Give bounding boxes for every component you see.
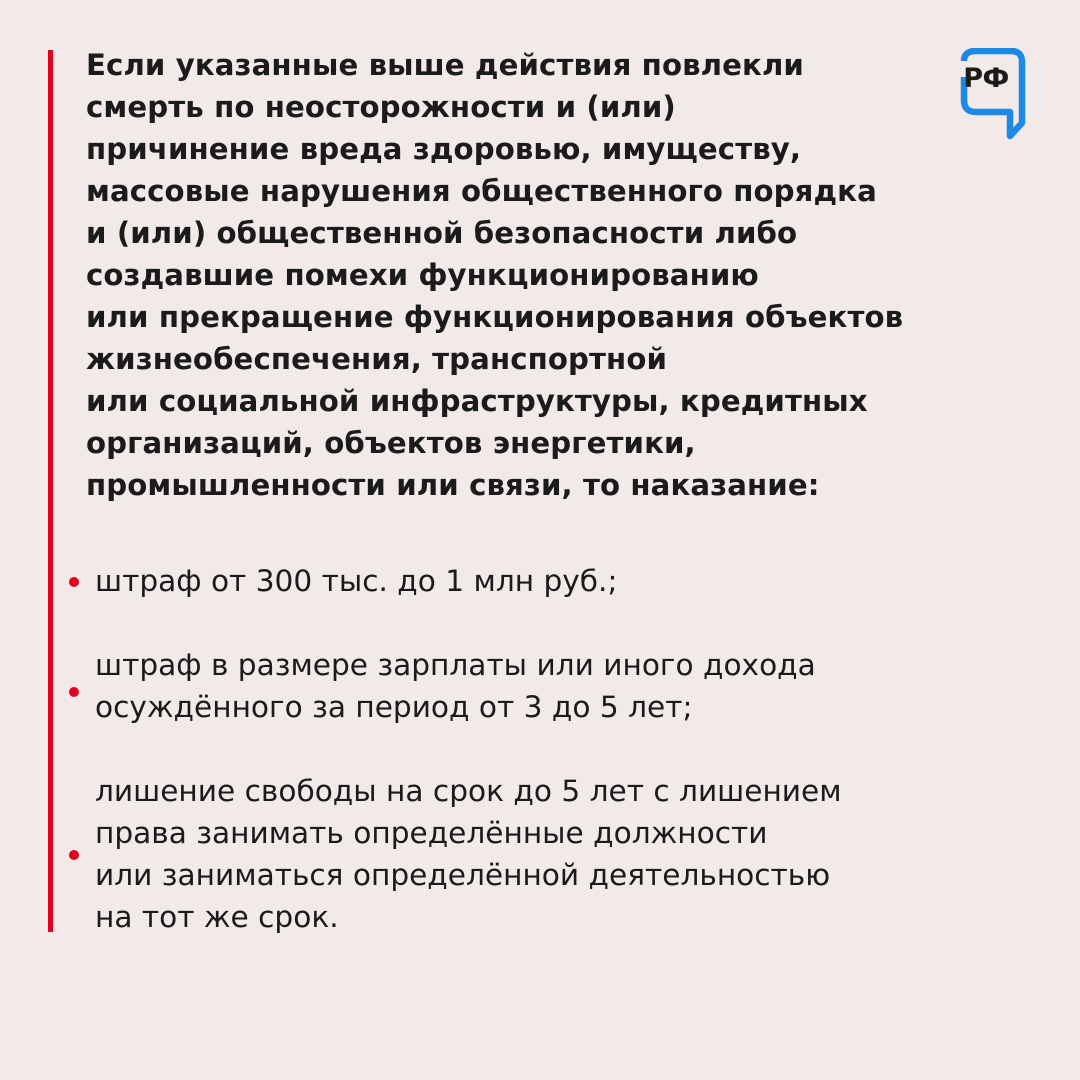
- heading-line: Если указанные выше действия повлекли: [86, 48, 804, 82]
- list-item-text: [95, 560, 975, 602]
- list-item-text: [95, 644, 975, 728]
- heading-line: смерть по неосторожности и (или): [86, 90, 676, 124]
- list-item-line: штраф в размере зарплаты или иного дохода: [95, 648, 816, 682]
- heading: [86, 44, 986, 506]
- list-item-line: или заниматься определённой деятельностью: [95, 858, 831, 892]
- list-item-line: штраф от 300 тыс. до 1 млн руб.;: [95, 564, 618, 598]
- heading-line: или социальной инфраструктуры, кредитных: [86, 384, 868, 418]
- logo-text: РФ: [963, 63, 1009, 94]
- accent-bar: [48, 50, 53, 932]
- list-item-text: [95, 770, 975, 938]
- heading-line: и (или) общественной безопасности либо: [86, 216, 798, 250]
- heading-line: создавшие помехи функционированию: [86, 258, 759, 292]
- heading-line: причинение вреда здоровью, имуществу,: [86, 132, 802, 166]
- heading-line: организаций, объектов энергетики,: [86, 426, 696, 460]
- list-item-line: лишение свободы на срок до 5 лет с лишением: [95, 774, 842, 808]
- bullet-dot: [69, 577, 79, 587]
- list-item-line: права занимать определённые должности: [95, 816, 768, 850]
- list-item-line: осуждённого за период от 3 до 5 лет;: [95, 690, 693, 724]
- heading-line: или прекращение функционирования объектов: [86, 300, 904, 334]
- bullet-dot: [69, 850, 79, 860]
- bullet-dot: [69, 687, 79, 697]
- heading-line: жизнеобеспечения, транспортной: [86, 342, 668, 376]
- list-item-line: на тот же срок.: [95, 900, 339, 934]
- heading-line: массовые нарушения общественного порядка: [86, 174, 877, 208]
- heading-line: промышленности или связи, то наказание:: [86, 468, 820, 502]
